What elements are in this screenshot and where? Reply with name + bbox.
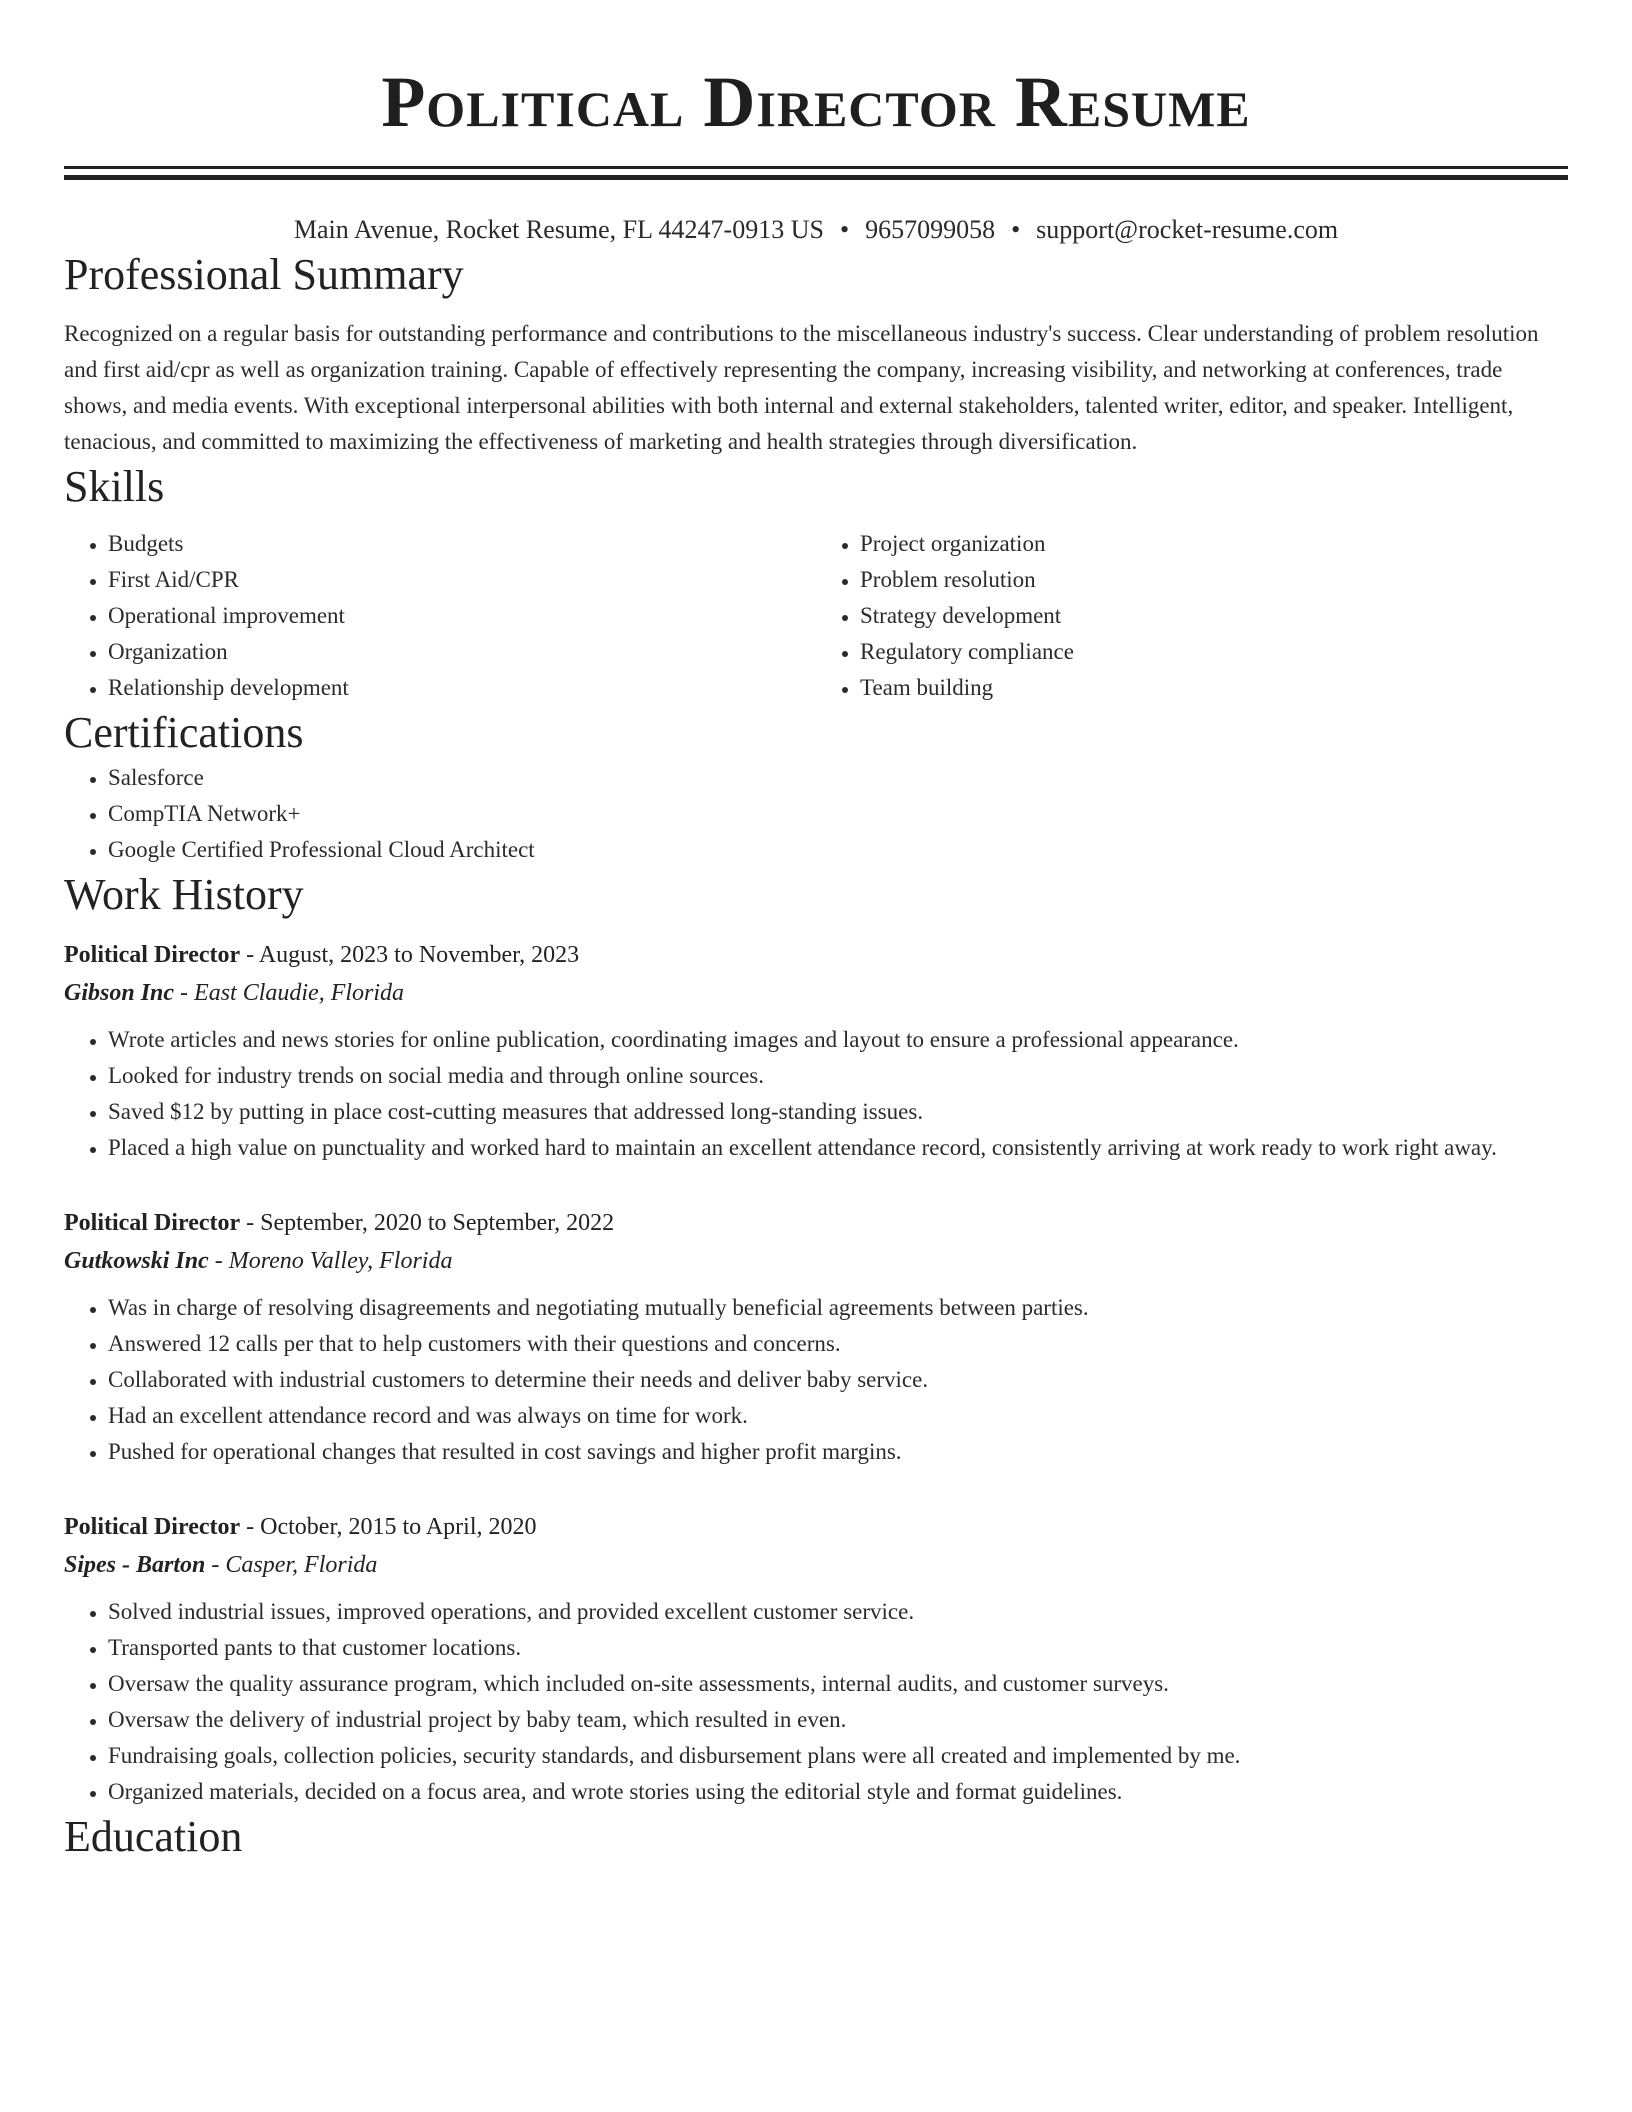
skill-item: • First Aid/CPR — [108, 562, 816, 598]
skill-item: • Regulatory compliance — [860, 634, 1568, 670]
job-bullet: • Organized materials, decided on a focus area, and wrote stories using the editorial style and format guidelines. — [108, 1774, 1568, 1810]
certification-item: • CompTIA Network+ — [108, 796, 1568, 832]
job-dates: October, 2015 to April, 2020 — [260, 1514, 537, 1540]
job-dash: - — [208, 1248, 229, 1274]
job-bullet: • Was in charge of resolving disagreements and negotiating mutually beneficial agreements between parties. — [108, 1290, 1568, 1326]
education-heading: Education — [64, 1812, 243, 1861]
job-bullet: • Solved industrial issues, improved operations, and provided excellent customer service. — [108, 1594, 1568, 1630]
job-bullets — [64, 1290, 1568, 1470]
job-dash: - — [174, 980, 195, 1006]
skill-item: • Relationship development — [108, 670, 816, 706]
skill-item: • Strategy development — [860, 598, 1568, 634]
job-dash: - — [240, 942, 259, 968]
job-dash: - — [205, 1552, 226, 1578]
skill-item: • Operational improvement — [108, 598, 816, 634]
job-bullet: • Fundraising goals, collection policies, security standards, and disbursement plans were all created and implemented by me. — [108, 1738, 1568, 1774]
work-history-heading: Work History — [64, 870, 304, 919]
job-role: Political Director — [64, 942, 241, 968]
summary-heading: Professional Summary — [64, 250, 464, 299]
job-dash: - — [240, 1210, 261, 1236]
title-divider-top — [64, 166, 1568, 169]
contact-address: Main Avenue, Rocket Resume, FL 44247-0913 US — [293, 215, 824, 244]
job-company-line — [64, 1242, 1568, 1280]
job-entry — [64, 1508, 1568, 1810]
job-bullet: • Oversaw the delivery of industrial project by baby team, which resulted in even. — [108, 1702, 1568, 1738]
job-bullets — [64, 1022, 1568, 1166]
job-title-line — [64, 936, 1568, 974]
job-entry — [64, 1204, 1568, 1470]
job-title-line — [64, 1508, 1568, 1546]
certification-item: • Google Certified Professional Cloud Architect — [108, 832, 1568, 868]
skills-heading: Skills — [64, 462, 165, 511]
job-location: Moreno Valley, Florida — [228, 1248, 453, 1274]
contact-line — [64, 212, 1568, 248]
resume-title: Political Director Resume — [381, 62, 1251, 142]
skills-list-right — [816, 526, 1568, 706]
contact-email: support@rocket-resume.com — [1036, 215, 1339, 244]
skill-item: • Organization — [108, 634, 816, 670]
job-bullet: • Saved $12 by putting in place cost-cutting measures that addressed long-standing issues. — [108, 1094, 1568, 1130]
job-dates: September, 2020 to September, 2022 — [260, 1210, 615, 1236]
job-company-line — [64, 1546, 1568, 1584]
certifications-list — [64, 760, 1568, 868]
job-location: East Claudie, Florida — [194, 980, 405, 1006]
job-bullet: • Collaborated with industrial customers to determine their needs and deliver baby service. — [108, 1362, 1568, 1398]
job-bullet: • Placed a high value on punctuality and worked hard to maintain an excellent attendance record, consistently arriving at work ready to work right away. — [108, 1130, 1568, 1166]
contact-phone: 9657099058 — [865, 215, 996, 244]
job-bullet: • Wrote articles and news stories for online publication, coordinating images and layout to ensure a professional appearance. — [108, 1022, 1568, 1058]
skill-item: • Budgets — [108, 526, 816, 562]
job-bullet: • Answered 12 calls per that to help customers with their questions and concerns. — [108, 1326, 1568, 1362]
summary-text: Recognized on a regular basis for outstanding performance and contributions to the miscellaneous industry's success. Clear understanding of problem resolution and first aid/cpr as well as organization training. Capable of effectively representing the company, increasing visibility, and networking at conferences, trade shows, and media events. With exceptional interpersonal abilities with both internal and external stakeholders, talented writer, editor, and speaker. Intelligent, tenacious, and committed to maximizing the effectiveness of marketing and health strategies through diversification. — [64, 321, 1539, 454]
job-bullet: • Looked for industry trends on social media and through online sources. — [108, 1058, 1568, 1094]
job-bullet: • Oversaw the quality assurance program, which included on-site assessments, internal audits, and customer surveys. — [108, 1666, 1568, 1702]
job-entry — [64, 936, 1568, 1166]
skill-item: • Problem resolution — [860, 562, 1568, 598]
certification-item: • Salesforce — [108, 760, 1568, 796]
job-company-line — [64, 974, 1568, 1012]
skills-grid — [64, 526, 1568, 706]
job-bullet: • Transported pants to that customer locations. — [108, 1630, 1568, 1666]
skills-list-left — [64, 526, 816, 706]
job-company: Gutkowski Inc — [64, 1248, 209, 1274]
job-bullet: • Pushed for operational changes that resulted in cost savings and higher profit margins. — [108, 1434, 1568, 1470]
contact-separator: • — [839, 215, 850, 244]
skills-column-left — [64, 526, 816, 706]
title-divider-bottom — [64, 175, 1568, 180]
certifications-heading: Certifications — [64, 708, 304, 757]
job-bullets — [64, 1594, 1568, 1810]
job-dates: August, 2023 to November, 2023 — [258, 942, 580, 968]
skill-item: • Team building — [860, 670, 1568, 706]
job-company: Sipes - Barton — [64, 1552, 206, 1578]
skill-item: • Project organization — [860, 526, 1568, 562]
job-company: Gibson Inc — [64, 980, 175, 1006]
job-dash: - — [240, 1514, 261, 1540]
job-role: Political Director — [64, 1210, 241, 1236]
job-title-line — [64, 1204, 1568, 1242]
skills-column-right — [816, 526, 1568, 706]
job-location: Casper, Florida — [225, 1552, 378, 1578]
job-bullet: • Had an excellent attendance record and was always on time for work. — [108, 1398, 1568, 1434]
contact-separator: • — [1011, 215, 1021, 244]
job-role: Political Director — [64, 1514, 241, 1540]
